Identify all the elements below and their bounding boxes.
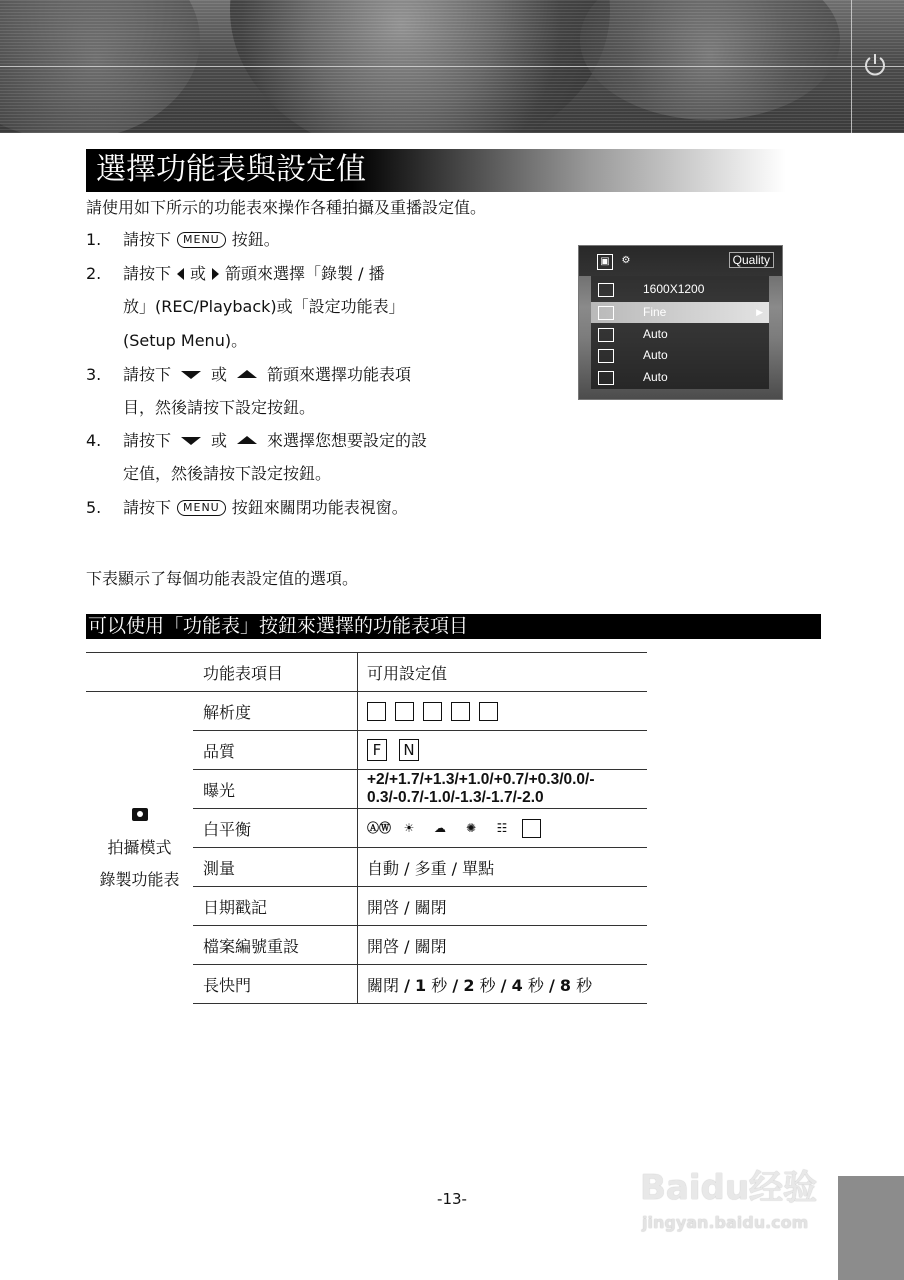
normal-quality-icon: N (399, 739, 419, 761)
table-row: 日期戳記 開啓 / 關閉 (86, 887, 647, 926)
table-intro-text: 下表顯示了每個功能表設定值的選項。 (86, 569, 359, 588)
menu-row-quality: Fine ▶ (591, 302, 769, 323)
resolution-icon (598, 283, 614, 297)
resolution-size-3-icon (423, 702, 442, 721)
step-2-line-3: (Setup Menu)。 (123, 331, 248, 350)
resolution-size-1-icon (367, 702, 386, 721)
page-corner-tab (838, 1176, 904, 1280)
menu-row-white-balance: Auto (591, 345, 769, 366)
step-5: 5. 請按下 MENU 按鈕來關閉功能表視窗。 (86, 498, 408, 517)
step-4-line-2: 定值，然後請按下設定按鈕。 (123, 464, 332, 483)
white-balance-options (358, 809, 648, 848)
quality-icon (598, 306, 614, 320)
page-number: -13- (437, 1190, 467, 1208)
resolution-options (358, 692, 648, 731)
fluorescent-icon: ☷ (496, 821, 508, 835)
right-caret-icon: ▶ (756, 307, 763, 317)
step-1: 1. 請按下 MENU 按鈕。 (86, 230, 280, 249)
resolution-size-5-icon (479, 702, 498, 721)
fine-quality-icon: F (367, 739, 387, 761)
table-row: 檔案編號重設 開啓 / 關閉 (86, 926, 647, 965)
resolution-size-2-icon (395, 702, 414, 721)
step-2-line-2: 放」(REC/Playback)或「設定功能表」 (123, 297, 405, 316)
cloudy-icon: ☁ (434, 821, 446, 835)
section-title-bar (86, 149, 786, 192)
table-row: 白平衡 ⒶⓌ ☀ ☁ ✺ ☷ (86, 809, 647, 848)
table-row: 品質 F N (86, 731, 647, 770)
auto-wb-icon: ⒶⓌ (367, 821, 392, 835)
table-title: 可以使用「功能表」按鈕來選擇的功能表項目 (88, 615, 469, 637)
up-arrow-icon (237, 370, 257, 378)
header-values: 可用設定值 (358, 653, 648, 692)
mode-label: 拍攝模式 (107, 837, 172, 857)
menu-button-icon: MENU (177, 232, 226, 248)
menu-options-table (86, 652, 647, 1004)
menu-row-resolution: 1600X1200 (591, 279, 769, 300)
right-arrow-icon (212, 268, 219, 280)
power-icon (862, 52, 888, 78)
table-row: 拍攝模式 錄製功能表 解析度 (86, 692, 647, 731)
table-header-row (86, 653, 647, 692)
step-3: 3. 請按下 或 箭頭來選擇功能表項 (86, 365, 412, 384)
watermark-url: jingyan.baidu.com (642, 1213, 809, 1232)
menu-button-icon: MENU (177, 500, 226, 516)
down-arrow-icon (181, 437, 201, 445)
page-title: 選擇功能表與設定值 (96, 152, 366, 187)
up-arrow-icon (237, 436, 257, 444)
camera-tab-icon: ▣ (597, 254, 613, 270)
step-2: 2. 請按下 或 箭頭來選擇「錄製 / 播 (86, 264, 385, 283)
menu-row-exposure: Auto (591, 324, 769, 345)
intro-text: 請使用如下所示的功能表來操作各種拍攝及重播設定值。 (86, 198, 487, 217)
camera-menu-screenshot (578, 245, 783, 400)
step-4: 4. 請按下 或 來選擇您想要設定的設 (86, 431, 428, 450)
mode-cell (86, 692, 193, 1004)
black-white-icon (522, 819, 541, 838)
metering-icon (598, 371, 614, 385)
watermark-logo: Baidu经验 (640, 1168, 818, 1208)
menu-label: 錄製功能表 (99, 869, 180, 889)
setup-tab-icon: ⚙ (621, 255, 631, 266)
header-banner (0, 0, 904, 133)
white-balance-icon (598, 349, 614, 363)
resolution-size-4-icon (451, 702, 470, 721)
quality-badge: Quality (729, 252, 774, 268)
header-item: 功能表項目 (193, 653, 358, 692)
tungsten-icon: ✺ (465, 821, 477, 835)
menu-row-metering: Auto (591, 367, 769, 388)
step-3-line-2: 目，然後請按下設定按鈕。 (123, 398, 316, 417)
table-title-bar (86, 614, 821, 639)
daylight-icon: ☀ (403, 821, 415, 835)
table-row: 測量 自動 / 多重 / 單點 (86, 848, 647, 887)
left-arrow-icon (177, 268, 184, 280)
table-row: 長快門 關閉 / 1 秒 / 2 秒 / 4 秒 / 8 秒 (86, 965, 647, 1004)
down-arrow-icon (181, 371, 201, 379)
camera-icon (132, 808, 148, 821)
exposure-icon (598, 328, 614, 342)
table-row: 曝光 +2/+1.7/+1.3/+1.0/+0.7/+0.3/0.0/- 0.3/-0.7/-1.0/-1.3/-1.7/-2.0 (86, 770, 647, 809)
